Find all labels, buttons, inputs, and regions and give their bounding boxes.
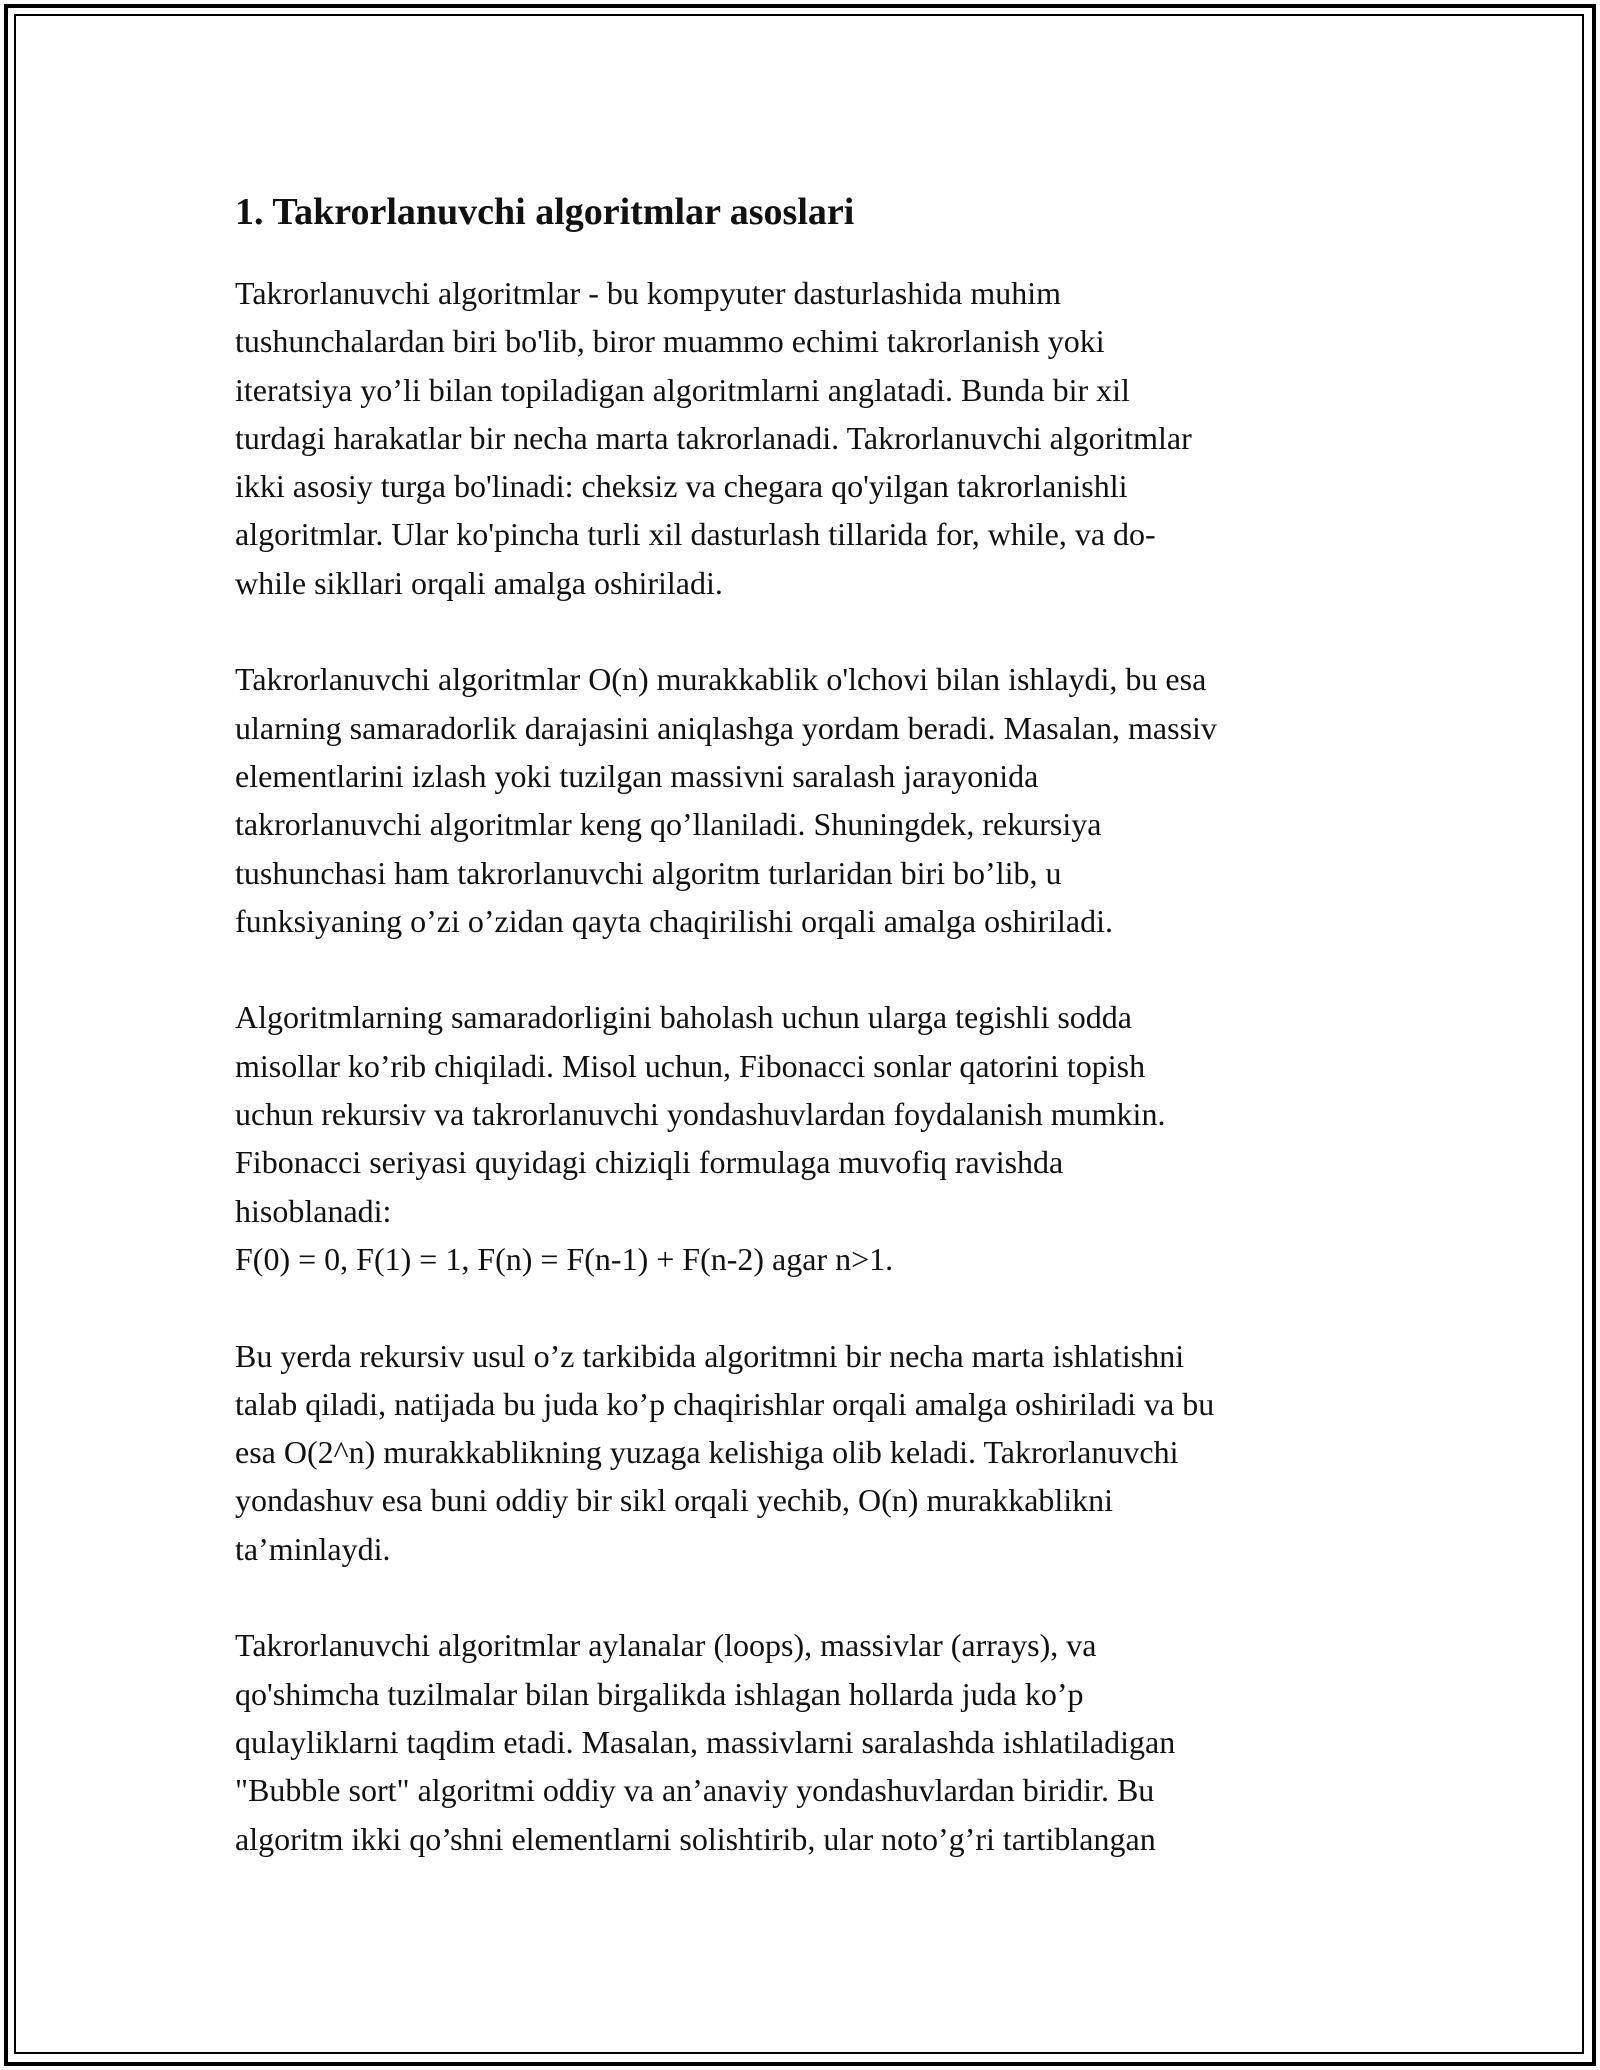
paragraph-4: [235, 1332, 1370, 1573]
paragraph-1: [235, 269, 1370, 607]
text-line: qo'shimcha tuzilmalar bilan birgalikda ishlagan hollarda juda ko’p: [235, 1675, 1084, 1712]
text-line: "Bubble sort" algoritmi oddiy va an’anaviy yondashuvlardan biridir. Bu: [235, 1772, 1155, 1809]
text-line: Takrorlanuvchi algoritmlar - bu kompyuter dasturlashida muhim: [235, 275, 1061, 311]
text-line: Bu yerda rekursiv usul o’z tarkibida algoritmni bir necha marta ishlatishni: [235, 1337, 1185, 1374]
text-line: ikki asosiy turga bo'linadi: cheksiz va chegara qo'yilgan takrorlanishli: [235, 468, 1128, 505]
document-body: [235, 188, 1370, 1911]
text-line: takrorlanuvchi algoritmlar keng qo’llaniladi. Shuningdek, rekursiya: [235, 806, 1102, 843]
section-heading: 1. Takrorlanuvchi algoritmlar asoslari: [235, 191, 855, 233]
paragraph-5: [235, 1621, 1370, 1862]
fibonacci-formula: F(0) = 0, F(1) = 1, F(n) = F(n-1) + F(n-2) agar n>1.: [235, 1240, 894, 1277]
text-line: Algoritmlarning samaradorligini baholash uchun ularga tegishli sodda: [235, 999, 1132, 1036]
text-line: Takrorlanuvchi algoritmlar aylanalar (loops), massivlar (arrays), va: [235, 1627, 1097, 1664]
text-line: ta’minlaydi.: [235, 1530, 391, 1567]
text-line: while sikllari orqali amalga oshiriladi.: [235, 564, 723, 601]
text-line: tushunchalardan biri bo'lib, biror muammo echimi takrorlanish yoki: [235, 323, 1105, 360]
text-line: turdagi harakatlar bir necha marta takrorlanadi. Takrorlanuvchi algoritmlar: [235, 419, 1192, 456]
text-line: tushunchasi ham takrorlanuvchi algoritm turlaridan biri bo’lib, u: [235, 854, 1062, 891]
paragraph-3: [235, 993, 1370, 1283]
text-line: hisoblanadi:: [235, 1192, 392, 1229]
text-line: iteratsiya yo’li bilan topiladigan algoritmlarni anglatadi. Bunda bir xil: [235, 371, 1130, 408]
text-line: elementlarini izlash yoki tuzilgan massivni saralash jarayonida: [235, 757, 1039, 794]
text-line: Takrorlanuvchi algoritmlar O(n) murakkablik o'lchovi bilan ishlaydi, bu esa: [235, 661, 1207, 698]
text-line: Fibonacci seriyasi quyidagi chiziqli formulaga muvofiq ravishda: [235, 1144, 1064, 1181]
text-line: misollar ko’rib chiqiladi. Misol uchun, Fibonacci sonlar qatorini topish: [235, 1047, 1146, 1084]
text-line: ularning samaradorlik darajasini aniqlashga yordam beradi. Masalan, massiv: [235, 709, 1217, 746]
text-line: esa O(2^n) murakkablikning yuzaga kelishiga olib keladi. Takrorlanuvchi: [235, 1434, 1179, 1471]
text-line: algoritmlar. Ular ko'pincha turli xil dasturlash tillarida for, while, va do-: [235, 516, 1156, 553]
text-line: algoritm ikki qo’shni elementlarni solishtirib, ular noto’g’ri tartiblangan: [235, 1820, 1156, 1857]
text-line: yondashuv esa buni oddiy bir sikl orqali yechib, O(n) murakkablikni: [235, 1482, 1114, 1519]
paragraph-2: [235, 655, 1370, 945]
text-line: uchun rekursiv va takrorlanuvchi yondashuvlardan foydalanish mumkin.: [235, 1096, 1166, 1133]
text-line: qulayliklarni taqdim etadi. Masalan, massivlarni saralashda ishlatiladigan: [235, 1723, 1176, 1760]
text-line: talab qiladi, natijada bu juda ko’p chaqirishlar orqali amalga oshiriladi va bu: [235, 1385, 1215, 1422]
text-line: funksiyaning o’zi o’zidan qayta chaqirilishi orqali amalga oshiriladi.: [235, 902, 1113, 939]
